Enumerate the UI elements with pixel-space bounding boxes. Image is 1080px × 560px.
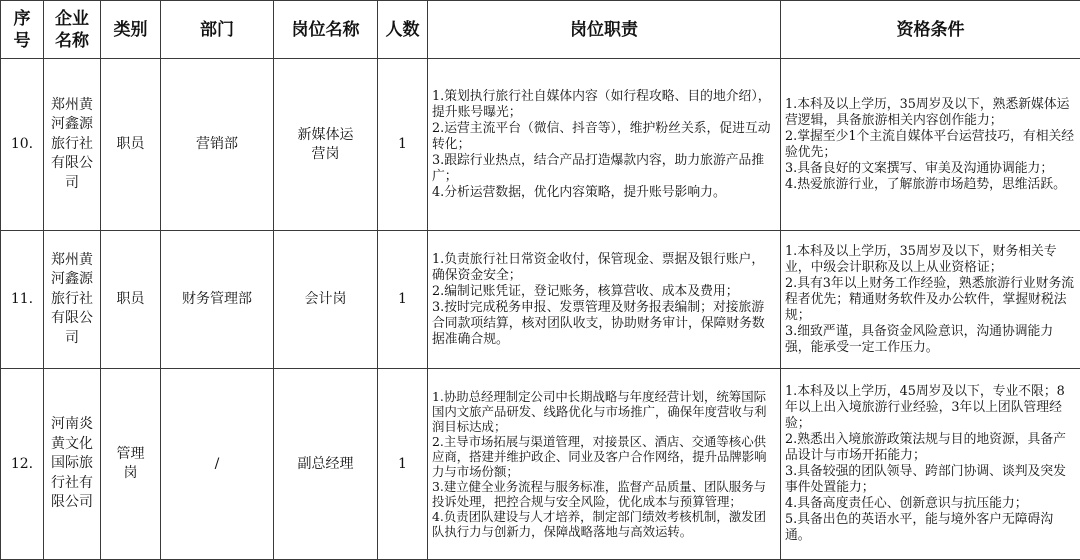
cell-seq: 10.: [1, 59, 44, 231]
header-seq: 序号: [1, 1, 44, 59]
cell-seq: 11.: [1, 231, 44, 369]
duty-item: 1.协助总经理制定公司中长期战略与年度经营计划，统筹国际国内文旅产品研发、线路优化与市场推广，确保年度营收与利润目标达成；: [432, 389, 776, 434]
duty-item: 3.跟踪行业热点，结合产品打造爆款内容，助力旅游产品推广；: [432, 153, 776, 185]
cell-duties: [428, 59, 781, 231]
table-row: [1, 369, 1080, 560]
cell-qualifications: [781, 231, 1080, 369]
table-row: [1, 59, 1080, 231]
qualification-item: 2.掌握至少1个主流自媒体平台运营技巧，有相关经验优先；: [785, 129, 1076, 161]
qualification-item: 3.具备良好的文案撰写、审美及沟通协调能力；: [785, 161, 1076, 177]
duty-item: 4.分析运营数据，优化内容策略，提升账号影响力。: [432, 185, 776, 201]
cell-count: 1: [378, 231, 428, 369]
qualification-item: 3.细致严谨，具备资金风险意识，沟通协调能力强，能承受一定工作压力。: [785, 324, 1076, 356]
duty-item: 2.编制记账凭证，登记账务，核算营收、成本及费用；: [432, 284, 776, 300]
cell-count: 1: [378, 59, 428, 231]
cell-department: 财务管理部: [161, 231, 274, 369]
qualification-item: 1.本科及以上学历，35周岁及以下，熟悉新媒体运营逻辑，具备旅游相关内容创作能力；: [785, 97, 1076, 129]
cell-duties: [428, 231, 781, 369]
cell-company: 河南炎黄文化国际旅行社有限公司: [44, 369, 101, 560]
header-department: 部门: [161, 1, 274, 59]
header-duties: 岗位职责: [428, 1, 781, 59]
cell-category: 职员: [101, 231, 161, 369]
header-company: 企业名称: [44, 1, 101, 59]
cell-company: 郑州黄河鑫源旅行社有限公司: [44, 231, 101, 369]
cell-category: 管理岗: [101, 369, 161, 560]
duty-item: 3.建立健全业务流程与服务标准，监督产品质量、团队服务与投诉处理，把控合规与安全风险，优化成本与预算管理；: [432, 479, 776, 509]
cell-category: 职员: [101, 59, 161, 231]
cell-company: 郑州黄河鑫源旅行社有限公司: [44, 59, 101, 231]
qualification-item: 2.熟悉出入境旅游政策法规与目的地资源，具备产品设计与市场开拓能力；: [785, 432, 1076, 464]
header-count: 人数: [378, 1, 428, 59]
qualification-item: 1.本科及以上学历，35周岁及以下，财务相关专业，中级会计职称及以上从业资格证；: [785, 244, 1076, 276]
qualification-item: 2.具有3年以上财务工作经验，熟悉旅游行业财务流程者优先；精通财务软件及办公软件，掌握财税法规；: [785, 276, 1076, 324]
duty-item: 2.运营主流平台（微信、抖音等），维护粉丝关系，促进互动转化；: [432, 121, 776, 153]
cell-position: 新媒体运营岗: [274, 59, 378, 231]
duty-item: 3.按时完成税务申报、发票管理及财务报表编制；对接旅游合同款项结算，核对团队收支，协助财务审计，保障财务数据准确合规。: [432, 300, 776, 348]
duty-item: 1.负责旅行社日常资金收付，保管现金、票据及银行账户，确保资金安全；: [432, 252, 776, 284]
cell-count: 1: [378, 369, 428, 560]
cell-department: 营销部: [161, 59, 274, 231]
cell-qualifications: [781, 369, 1080, 560]
qualification-item: 1.本科及以上学历，45周岁及以下，专业不限；8年以上出入境旅游行业经验，3年以上团队管理经验；: [785, 384, 1076, 432]
header-position: 岗位名称: [274, 1, 378, 59]
cell-position: 会计岗: [274, 231, 378, 369]
header-qualifications: 资格条件: [781, 1, 1080, 59]
table-row: [1, 231, 1080, 369]
cell-qualifications: [781, 59, 1080, 231]
cell-department: /: [161, 369, 274, 560]
duty-item: 4.负责团队建设与人才培养，制定部门绩效考核机制，激发团队执行力与创新力，保障战略落地与高效运转。: [432, 509, 776, 539]
duty-item: 2.主导市场拓展与渠道管理，对接景区、酒店、交通等核心供应商，搭建并维护政企、同业及客户合作网络，提升品牌影响力与市场份额；: [432, 434, 776, 479]
duty-item: 1.策划执行旅行社自媒体内容（如行程攻略、目的地介绍），提升账号曝光；: [432, 89, 776, 121]
qualification-item: 4.具备高度责任心、创新意识与抗压能力；: [785, 496, 1076, 512]
header-row: [1, 1, 1080, 59]
header-category: 类别: [101, 1, 161, 59]
cell-duties: [428, 369, 781, 560]
cell-seq: 12.: [1, 369, 44, 560]
qualification-item: 3.具备较强的团队领导、跨部门协调、谈判及突发事件处置能力；: [785, 464, 1076, 496]
cell-position: 副总经理: [274, 369, 378, 560]
qualification-item: 4.热爱旅游行业，了解旅游市场趋势，思维活跃。: [785, 177, 1076, 193]
qualification-item: 5.具备出色的英语水平，能与境外客户无障碍沟通。: [785, 512, 1076, 544]
